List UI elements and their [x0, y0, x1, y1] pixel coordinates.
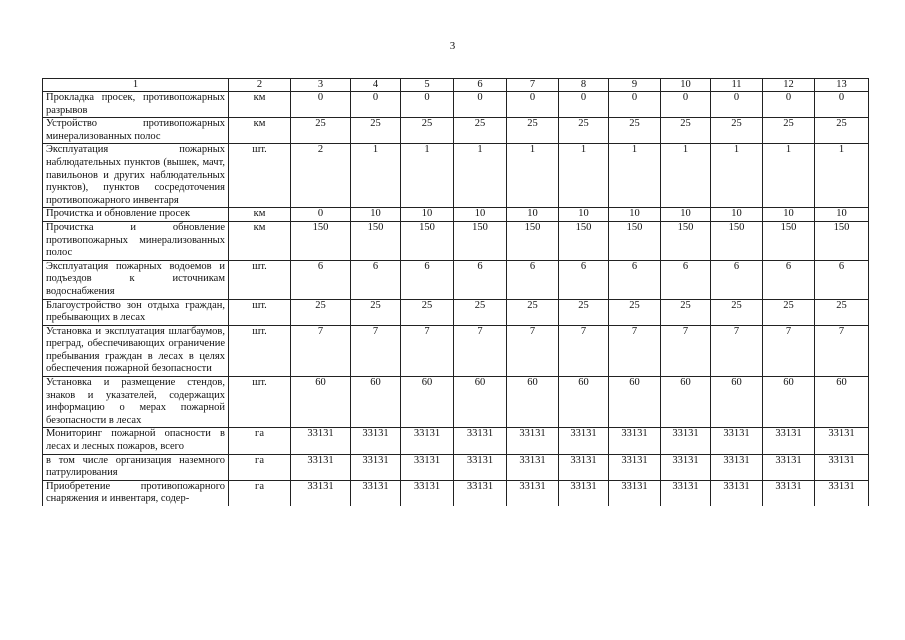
year-value-cell: 33131 [507, 480, 559, 506]
year-value-cell: 33131 [351, 480, 401, 506]
measure-unit: га [229, 454, 291, 480]
year-value-cell: 7 [559, 325, 609, 376]
year-value-cell: 60 [815, 377, 869, 428]
year-value-cell: 33131 [454, 480, 507, 506]
year-value-cell: 6 [401, 260, 454, 299]
year-value-cell: 33131 [661, 428, 711, 454]
measure-unit: шт. [229, 144, 291, 208]
measure-description: Эксплуатация пожарных водоемов и подъездов к источникам водоснабжения [43, 260, 229, 299]
year-value-cell: 150 [609, 221, 661, 260]
year-value-cell: 150 [661, 221, 711, 260]
measure-description: Прочистка и обновление просек [43, 208, 229, 222]
year-value-cell: 6 [711, 260, 763, 299]
year-value-cell: 25 [609, 299, 661, 325]
year-value-cell: 1 [815, 144, 869, 208]
year-value-cell: 25 [815, 118, 869, 144]
table-row [43, 325, 869, 376]
year-value-cell: 60 [711, 377, 763, 428]
year-value-cell: 10 [609, 208, 661, 222]
year-value-cell: 60 [507, 377, 559, 428]
measure-description: в том числе организация наземного патрулирования [43, 454, 229, 480]
year-value-cell: 25 [815, 299, 869, 325]
year-value-cell: 25 [454, 118, 507, 144]
column-number-row [43, 79, 869, 92]
year-value-cell: 33131 [401, 428, 454, 454]
year-value-cell: 0 [763, 92, 815, 118]
measure-unit: шт. [229, 299, 291, 325]
year-value-cell: 10 [401, 208, 454, 222]
year-value-cell: 25 [291, 299, 351, 325]
table-row [43, 377, 869, 428]
year-value-cell: 25 [351, 118, 401, 144]
year-value-cell: 0 [507, 92, 559, 118]
year-value-cell: 2 [291, 144, 351, 208]
year-value-cell: 33131 [351, 428, 401, 454]
year-value-cell: 33131 [559, 428, 609, 454]
year-value-cell: 6 [609, 260, 661, 299]
year-value-cell: 10 [815, 208, 869, 222]
year-value-cell: 0 [454, 92, 507, 118]
year-value-cell: 25 [763, 299, 815, 325]
fire-safety-measures-table [42, 78, 869, 506]
measure-unit: км [229, 92, 291, 118]
year-value-cell: 150 [454, 221, 507, 260]
year-value-cell: 7 [401, 325, 454, 376]
column-number-cell: 2 [229, 79, 291, 92]
table-row [43, 92, 869, 118]
year-value-cell: 60 [763, 377, 815, 428]
column-number-cell: 7 [507, 79, 559, 92]
year-value-cell: 1 [763, 144, 815, 208]
year-value-cell: 33131 [559, 480, 609, 506]
year-value-cell: 0 [815, 92, 869, 118]
year-value-cell: 33131 [815, 480, 869, 506]
year-value-cell: 33131 [815, 428, 869, 454]
year-value-cell: 0 [351, 92, 401, 118]
year-value-cell: 7 [507, 325, 559, 376]
year-value-cell: 33131 [507, 454, 559, 480]
year-value-cell: 33131 [763, 428, 815, 454]
year-value-cell: 33131 [291, 480, 351, 506]
measure-description: Приобретение противопожарного снаряжения и инвентаря, содер- [43, 480, 229, 506]
measure-description: Благоустройство зон отдыха граждан, пребывающих в лесах [43, 299, 229, 325]
year-value-cell: 25 [711, 118, 763, 144]
year-value-cell: 33131 [711, 428, 763, 454]
table-row [43, 144, 869, 208]
year-value-cell: 10 [454, 208, 507, 222]
year-value-cell: 150 [815, 221, 869, 260]
column-number-cell: 6 [454, 79, 507, 92]
measure-description: Прокладка просек, противопожарных разрывов [43, 92, 229, 118]
year-value-cell: 150 [291, 221, 351, 260]
year-value-cell: 1 [507, 144, 559, 208]
year-value-cell: 33131 [661, 454, 711, 480]
year-value-cell: 33131 [401, 454, 454, 480]
year-value-cell: 33131 [351, 454, 401, 480]
column-number-cell: 3 [291, 79, 351, 92]
year-value-cell: 25 [559, 299, 609, 325]
measure-description: Прочистка и обновление противопожарных минерализованных полос [43, 221, 229, 260]
year-value-cell: 7 [454, 325, 507, 376]
year-value-cell: 60 [351, 377, 401, 428]
year-value-cell: 60 [609, 377, 661, 428]
column-number-cell: 4 [351, 79, 401, 92]
table-row [43, 480, 869, 506]
year-value-cell: 0 [291, 92, 351, 118]
measure-unit: га [229, 480, 291, 506]
column-number-cell: 1 [43, 79, 229, 92]
measure-unit: км [229, 208, 291, 222]
year-value-cell: 33131 [454, 454, 507, 480]
year-value-cell: 25 [291, 118, 351, 144]
year-value-cell: 10 [763, 208, 815, 222]
year-value-cell: 0 [711, 92, 763, 118]
year-value-cell: 6 [351, 260, 401, 299]
year-value-cell: 6 [763, 260, 815, 299]
year-value-cell: 25 [559, 118, 609, 144]
year-value-cell: 60 [559, 377, 609, 428]
year-value-cell: 1 [401, 144, 454, 208]
year-value-cell: 33131 [291, 428, 351, 454]
year-value-cell: 150 [763, 221, 815, 260]
year-value-cell: 33131 [609, 454, 661, 480]
year-value-cell: 25 [454, 299, 507, 325]
column-number-cell: 10 [661, 79, 711, 92]
year-value-cell: 60 [401, 377, 454, 428]
year-value-cell: 25 [351, 299, 401, 325]
year-value-cell: 33131 [815, 454, 869, 480]
year-value-cell: 25 [763, 118, 815, 144]
year-value-cell: 33131 [661, 480, 711, 506]
year-value-cell: 6 [815, 260, 869, 299]
year-value-cell: 33131 [609, 428, 661, 454]
column-number-cell: 5 [401, 79, 454, 92]
year-value-cell: 1 [661, 144, 711, 208]
year-value-cell: 25 [661, 299, 711, 325]
column-number-cell: 12 [763, 79, 815, 92]
measure-description: Устройство противопожарных минерализованных полос [43, 118, 229, 144]
year-value-cell: 150 [559, 221, 609, 260]
year-value-cell: 150 [711, 221, 763, 260]
year-value-cell: 7 [711, 325, 763, 376]
year-value-cell: 25 [507, 118, 559, 144]
year-value-cell: 7 [661, 325, 711, 376]
year-value-cell: 1 [559, 144, 609, 208]
table-row [43, 208, 869, 222]
year-value-cell: 6 [507, 260, 559, 299]
measure-unit: км [229, 118, 291, 144]
year-value-cell: 0 [609, 92, 661, 118]
year-value-cell: 150 [351, 221, 401, 260]
year-value-cell: 0 [401, 92, 454, 118]
year-value-cell: 60 [454, 377, 507, 428]
year-value-cell: 33131 [507, 428, 559, 454]
year-value-cell: 10 [661, 208, 711, 222]
year-value-cell: 25 [609, 118, 661, 144]
year-value-cell: 7 [815, 325, 869, 376]
year-value-cell: 33131 [711, 454, 763, 480]
measure-unit: км [229, 221, 291, 260]
column-number-cell: 8 [559, 79, 609, 92]
table-row [43, 221, 869, 260]
year-value-cell: 6 [559, 260, 609, 299]
year-value-cell: 6 [661, 260, 711, 299]
year-value-cell: 33131 [401, 480, 454, 506]
year-value-cell: 33131 [559, 454, 609, 480]
year-value-cell: 33131 [763, 454, 815, 480]
year-value-cell: 150 [401, 221, 454, 260]
year-value-cell: 7 [763, 325, 815, 376]
year-value-cell: 6 [454, 260, 507, 299]
year-value-cell: 1 [454, 144, 507, 208]
year-value-cell: 1 [351, 144, 401, 208]
year-value-cell: 33131 [609, 480, 661, 506]
column-number-cell: 13 [815, 79, 869, 92]
table-row [43, 299, 869, 325]
year-value-cell: 10 [559, 208, 609, 222]
year-value-cell: 25 [401, 118, 454, 144]
year-value-cell: 33131 [454, 428, 507, 454]
year-value-cell: 0 [559, 92, 609, 118]
year-value-cell: 25 [401, 299, 454, 325]
table-row [43, 428, 869, 454]
year-value-cell: 0 [291, 208, 351, 222]
year-value-cell: 33131 [711, 480, 763, 506]
year-value-cell: 10 [351, 208, 401, 222]
measure-description: Установка и эксплуатация шлагбаумов, преград, обеспечивающих ограничение пребывания граждан в лесах в целях обеспечения пожарной безопасности [43, 325, 229, 376]
column-number-cell: 11 [711, 79, 763, 92]
year-value-cell: 6 [291, 260, 351, 299]
year-value-cell: 7 [291, 325, 351, 376]
column-number-cell: 9 [609, 79, 661, 92]
year-value-cell: 7 [609, 325, 661, 376]
measure-description: Эксплуатация пожарных наблюдательных пунктов (вышек, мачт, павильонов и других наблюдательных пунктов), пунктов сосредоточения противопожарного инвентаря [43, 144, 229, 208]
year-value-cell: 25 [661, 118, 711, 144]
table-row [43, 454, 869, 480]
year-value-cell: 7 [351, 325, 401, 376]
year-value-cell: 60 [291, 377, 351, 428]
year-value-cell: 33131 [291, 454, 351, 480]
measure-description: Установка и размещение стендов, знаков и указателей, содержащих информацию о мерах пожарной безопасности в лесах [43, 377, 229, 428]
table-row [43, 118, 869, 144]
measure-unit: шт. [229, 260, 291, 299]
year-value-cell: 25 [507, 299, 559, 325]
measure-description: Мониторинг пожарной опасности в лесах и лесных пожаров, всего [43, 428, 229, 454]
measure-unit: га [229, 428, 291, 454]
year-value-cell: 1 [711, 144, 763, 208]
year-value-cell: 10 [711, 208, 763, 222]
year-value-cell: 150 [507, 221, 559, 260]
measure-unit: шт. [229, 377, 291, 428]
page-number: 3 [449, 40, 456, 52]
measure-unit: шт. [229, 325, 291, 376]
year-value-cell: 0 [661, 92, 711, 118]
table-row [43, 260, 869, 299]
year-value-cell: 1 [609, 144, 661, 208]
year-value-cell: 25 [711, 299, 763, 325]
year-value-cell: 33131 [763, 480, 815, 506]
year-value-cell: 60 [661, 377, 711, 428]
year-value-cell: 10 [507, 208, 559, 222]
